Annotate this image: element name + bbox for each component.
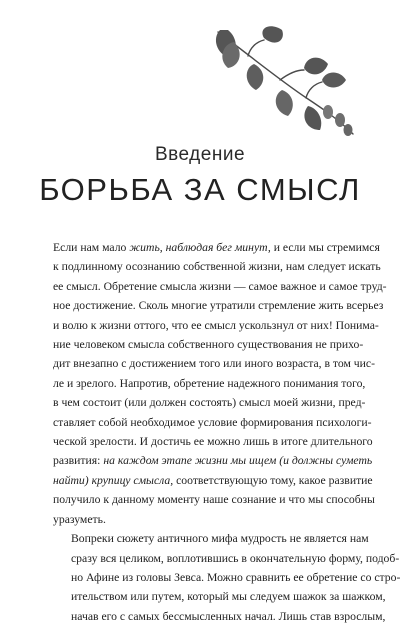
text-line [53, 451, 373, 470]
text-line: ительством или путем, который мы следуем шажок за шажком, [71, 590, 386, 604]
text-run: развития: [53, 454, 104, 468]
text-line: получило к данному моменту наше сознание и что мы способны [53, 493, 375, 507]
paragraph [53, 238, 387, 529]
text-line: но Афине из головы Зевса. Можно сравнить ее обретение со стро- [71, 570, 400, 584]
text-line: ное достижение. Сколь многие утратили стремление жить всерьез [53, 299, 384, 313]
text-line [53, 471, 373, 490]
text-line: уразуметь. [53, 512, 106, 526]
text-line: ние человеком смысла собственного существования не прихо- [53, 338, 364, 352]
paragraph [53, 529, 400, 626]
body-text [53, 238, 400, 626]
text-line: в чем состоит (или должен состоять) смысл моей жизни, пред- [53, 396, 366, 410]
text-run: Если нам мало [53, 241, 130, 254]
emphasis-text: жить, наблюдая бег минут, [129, 241, 271, 254]
emphasis-text: найти) крупицу смысла, [53, 473, 174, 487]
oak-branch-icon [208, 24, 358, 146]
section-label: Введение [154, 144, 246, 165]
text-line: ее смысл. Обретение смысла жизни — самое важное и самое труд- [53, 279, 387, 293]
emphasis-text: на каждом этапе жизни мы ищем (и должны суметь [103, 454, 373, 468]
text-line: сразу вся целиком, воплотившись в окончательную форму, подоб- [71, 551, 400, 565]
chapter-title: БОРЬБА ЗА СМЫСЛ [39, 172, 361, 207]
text-line [53, 238, 380, 257]
text-line: дит внезапно с достижением того или иного возраста, в том чис- [53, 357, 376, 371]
text-line: ставляет собой необходимое условие формирования психологи- [53, 415, 372, 429]
text-line: и волю к жизни оттого, что ее смысл ускользнул от них! Понима- [53, 318, 379, 332]
text-line: ле и зрелого. Напротив, обретение надежного понимания того, [53, 376, 366, 390]
text-line: Вопреки сюжету античного мифа мудрость не является нам [71, 532, 369, 546]
text-line: начав его с самых бессмысленных начал. Лишь став взрослым, [71, 609, 386, 623]
text-run: соответствующую тому, какое развитие [173, 473, 373, 487]
text-run: и если мы стремимся [270, 241, 380, 254]
text-line: ческой зрелости. И достичь ее можно лишь в итоге длительного [53, 435, 373, 449]
text-line: к подлинному осознанию собственной жизни, нам следует искать [53, 260, 381, 274]
